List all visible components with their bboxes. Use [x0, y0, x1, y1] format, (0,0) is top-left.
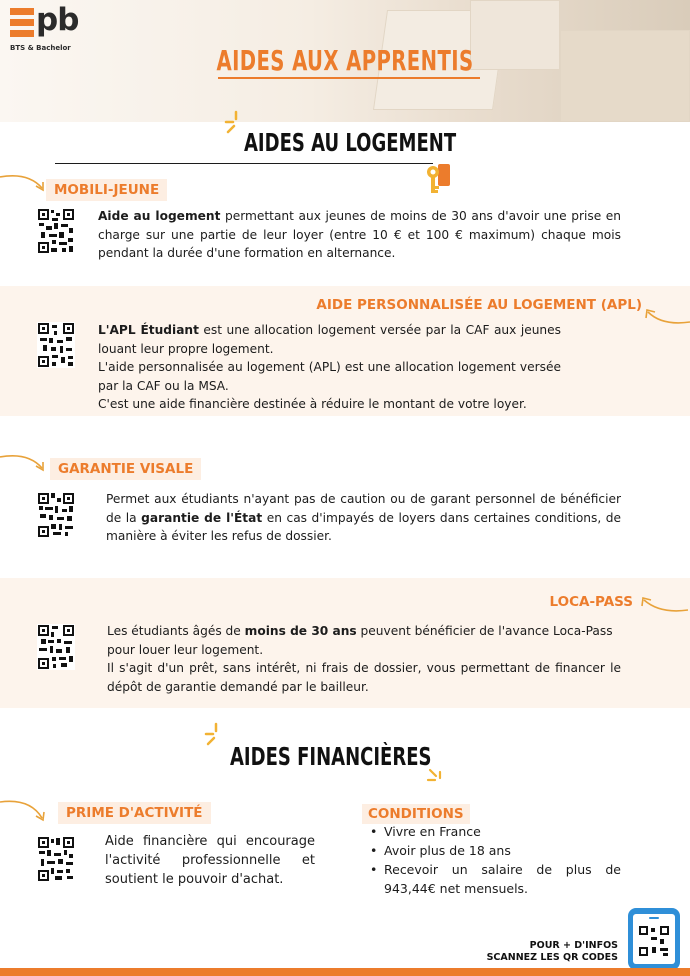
qr-code-icon[interactable] — [37, 492, 75, 538]
arrow-curve-icon — [0, 172, 48, 194]
qr-code-icon[interactable] — [37, 624, 75, 670]
loca-pass-line-2: Il s'agit d'un prêt, sans intérêt, ni frais de dossier, vous permettant de financer le dépôt de garantie demandé par le bailleur. — [107, 661, 621, 694]
arrow-curve-icon — [636, 594, 688, 616]
arrow-curve-icon — [0, 452, 48, 474]
logo-subtitle: BTS & Bachelor — [10, 44, 71, 52]
apl-line-2: L'aide personnalisée au logement (APL) est une allocation logement versée par la CAF ou la MSA. — [98, 360, 561, 393]
arrow-curve-icon — [0, 798, 50, 824]
apl-line-1: L'APL Étudiant est une allocation logement versée par la CAF aux jeunes louant leur propre logement. — [98, 323, 562, 356]
section-title-financial: AIDES FINANCIÈRES — [230, 742, 432, 771]
title-underline — [218, 77, 480, 79]
page-title: AIDES AUX APPRENTIS — [216, 44, 474, 77]
mobili-jeune-text: Aide au logement permettant aux jeunes de moins de 30 ans d'avoir une prise en charge sur une partie de leur loyer (entre 10 € et 100 € maximum) chaque mois pendant la durée d'une formation en alternance. — [98, 209, 621, 260]
sparkle-icon — [204, 722, 232, 754]
label-apl: AIDE PERSONNALISÉE AU LOGEMENT (APL) — [316, 297, 642, 313]
label-prime-activite: PRIME D'ACTIVITÉ — [58, 802, 211, 824]
prime-activite-text: Aide financière qui encourage l'activité professionnelle et soutient le pouvoir d'achat. — [105, 834, 315, 887]
section-title-housing: AIDES AU LOGEMENT — [244, 128, 457, 157]
label-garantie-visale: GARANTIE VISALE — [50, 458, 201, 480]
condition-item: • Avoir plus de 18 ans — [368, 841, 621, 860]
footer-bar — [0, 968, 690, 976]
smartphone-qr-icon — [628, 908, 680, 970]
footer-info — [487, 940, 618, 964]
label-loca-pass: LOCA-PASS — [549, 594, 633, 610]
arrow-curve-icon — [642, 306, 690, 328]
logo-text: pb — [36, 2, 79, 38]
key-icon — [424, 160, 452, 202]
garantie-visale-text: Permet aux étudiants n'ayant pas de caution ou de garant personnel de bénéficier de la garantie de l'État en cas d'impayés de loyers dans certaines conditions, de manière à éviter les refus de dossier. — [106, 492, 621, 543]
section-divider — [55, 163, 433, 164]
logo-e-mark — [10, 8, 34, 38]
qr-code-icon[interactable] — [37, 322, 75, 368]
footer-line-1: POUR + D'INFOS — [529, 940, 618, 951]
loca-pass-text — [107, 622, 621, 696]
footer-line-2: SCANNEZ LES QR CODES — [486, 952, 618, 963]
label-mobili-jeune: MOBILI-JEUNE — [46, 179, 167, 201]
apl-line-3: C'est une aide financière destinée à réduire le montant de votre loyer. — [98, 397, 527, 411]
conditions-list — [368, 822, 621, 898]
qr-code-icon[interactable] — [37, 836, 75, 882]
condition-item: • Vivre en France — [368, 822, 621, 841]
condition-item: • Recevoir un salaire de plus de 943,44€ net mensuels. — [368, 860, 621, 898]
loca-pass-line-1: Les étudiants âgés de moins de 30 ans peuvent bénéficier de l'avance Loca-Pass pour louer leur logement. — [107, 624, 613, 657]
qr-code-icon — [633, 914, 675, 964]
sparkle-icon — [426, 768, 450, 794]
apl-text — [98, 321, 561, 414]
label-conditions: CONDITIONS — [362, 804, 470, 824]
qr-code-icon[interactable] — [37, 208, 75, 254]
